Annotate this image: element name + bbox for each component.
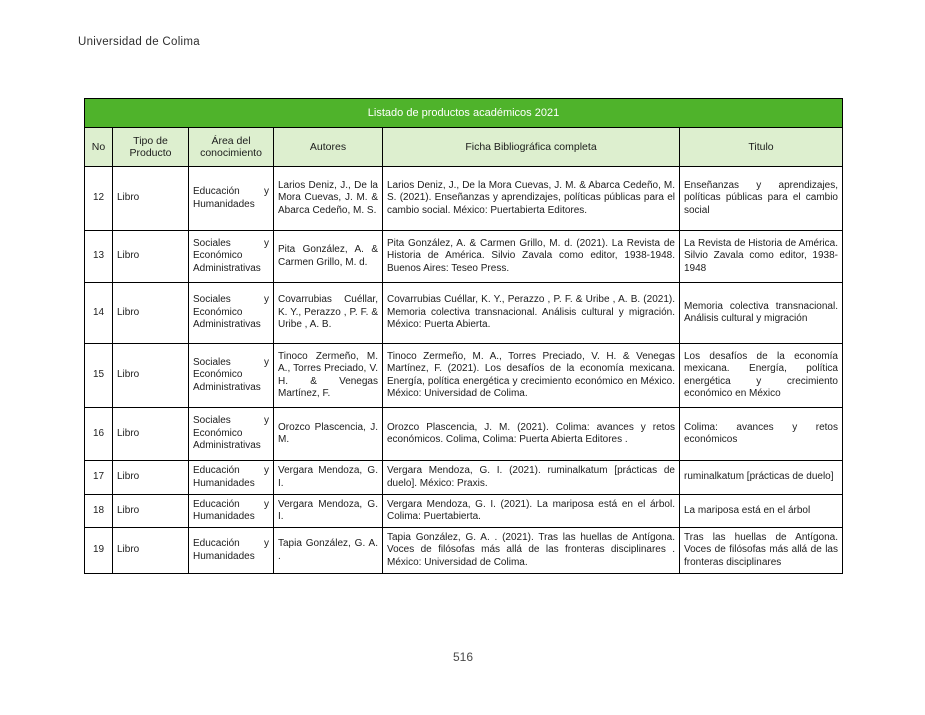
cell-area-conocimiento: Sociales y Económico Administrativas xyxy=(189,344,274,408)
cell-titulo: La Revista de Historia de América. Silvio Zavala como editor, 1938-1948 xyxy=(680,231,843,283)
column-header-autores: Autores xyxy=(274,128,383,167)
cell-tipo-producto: Libro xyxy=(113,408,189,461)
table-title-row xyxy=(85,99,843,128)
cell-area-conocimiento: Educación y Humanidades xyxy=(189,167,274,231)
column-header-ficha-bibliografica: Ficha Bibliográfica completa xyxy=(383,128,680,167)
cell-autores: Tapia González, G. A. . xyxy=(274,528,383,574)
cell-no: 17 xyxy=(85,461,113,495)
cell-no: 15 xyxy=(85,344,113,408)
products-table xyxy=(84,98,843,574)
cell-no: 19 xyxy=(85,528,113,574)
column-header-tipo-de-producto: Tipo de Producto xyxy=(113,128,189,167)
cell-area-conocimiento: Sociales y Económico Administrativas xyxy=(189,231,274,283)
cell-autores: Vergara Mendoza, G. I. xyxy=(274,495,383,528)
cell-titulo: Los desafíos de la economía mexicana. Energía, política energética y crecimiento económico en México xyxy=(680,344,843,408)
table-row xyxy=(85,408,843,461)
cell-autores: Tinoco Zermeño, M. A., Torres Preciado, V. H. & Venegas Martínez, F. xyxy=(274,344,383,408)
cell-ficha-bibliografica: Vergara Mendoza, G. I. (2021). La mariposa está en el árbol. Colima: Puertabierta. xyxy=(383,495,680,528)
cell-no: 12 xyxy=(85,167,113,231)
cell-tipo-producto: Libro xyxy=(113,283,189,344)
page-number: 516 xyxy=(452,650,474,664)
cell-tipo-producto: Libro xyxy=(113,167,189,231)
cell-ficha-bibliografica: Vergara Mendoza, G. I. (2021). ruminalkatum [prácticas de duelo]. México: Praxis. xyxy=(383,461,680,495)
cell-autores: Pita González, A. & Carmen Grillo, M. d. xyxy=(274,231,383,283)
cell-ficha-bibliografica: Covarrubias Cuéllar, K. Y., Perazzo , P. F. & Uribe , A. B. (2021). Memoria colectiva transnacional. Análisis cultural y migración. México: Puerta Abierta. xyxy=(383,283,680,344)
cell-area-conocimiento: Educación y Humanidades xyxy=(189,528,274,574)
cell-titulo: ruminalkatum [prácticas de duelo] xyxy=(680,461,843,495)
cell-area-conocimiento: Sociales y Económico Administrativas xyxy=(189,283,274,344)
cell-no: 14 xyxy=(85,283,113,344)
cell-ficha-bibliografica: Orozco Plascencia, J. M. (2021). Colima: avances y retos económicos. Colima, Colima: Puerta Abierta Editores . xyxy=(383,408,680,461)
table-row xyxy=(85,231,843,283)
cell-tipo-producto: Libro xyxy=(113,231,189,283)
table-title: Listado de productos académicos 2021 xyxy=(85,99,843,128)
table-row xyxy=(85,461,843,495)
cell-tipo-producto: Libro xyxy=(113,495,189,528)
cell-titulo: Memoria colectiva transnacional. Análisis cultural y migración xyxy=(680,283,843,344)
cell-ficha-bibliografica: Tinoco Zermeño, M. A., Torres Preciado, V. H. & Venegas Martínez, F. (2021). Los desafíos de la economía mexicana. Energía, política energética y crecimiento económico en México. México: Universidad de Colima. xyxy=(383,344,680,408)
column-header-no: No xyxy=(85,128,113,167)
cell-tipo-producto: Libro xyxy=(113,461,189,495)
cell-titulo: Enseñanzas y aprendizajes, políticas públicas para el cambio social xyxy=(680,167,843,231)
column-header-area-del-conocimiento: Área del conocimiento xyxy=(189,128,274,167)
cell-no: 18 xyxy=(85,495,113,528)
cell-area-conocimiento: Educación y Humanidades xyxy=(189,495,274,528)
table-header-row xyxy=(85,128,843,167)
cell-area-conocimiento: Educación y Humanidades xyxy=(189,461,274,495)
table-row xyxy=(85,495,843,528)
cell-ficha-bibliografica: Larios Deniz, J., De la Mora Cuevas, J. M. & Abarca Cedeño, M. S. (2021). Enseñanzas y aprendizajes, políticas públicas para el cambio social. México: Puertabierta Editores. xyxy=(383,167,680,231)
cell-area-conocimiento: Sociales y Económico Administrativas xyxy=(189,408,274,461)
table-body xyxy=(85,167,843,574)
cell-autores: Larios Deniz, J., De la Mora Cuevas, J. M. & Abarca Cedeño, M. S. xyxy=(274,167,383,231)
cell-tipo-producto: Libro xyxy=(113,528,189,574)
table-row xyxy=(85,528,843,574)
cell-titulo: La mariposa está en el árbol xyxy=(680,495,843,528)
cell-autores: Orozco Plascencia, J. M. xyxy=(274,408,383,461)
cell-titulo: Colima: avances y retos económicos xyxy=(680,408,843,461)
cell-no: 13 xyxy=(85,231,113,283)
cell-ficha-bibliografica: Pita González, A. & Carmen Grillo, M. d. (2021). La Revista de Historia de América. Silvio Zavala como editor, 1938-1948. Buenos Aires: Teseo Press. xyxy=(383,231,680,283)
column-header-titulo: Titulo xyxy=(680,128,843,167)
table-row xyxy=(85,344,843,408)
cell-autores: Vergara Mendoza, G. I. xyxy=(274,461,383,495)
cell-autores: Covarrubias Cuéllar, K. Y., Perazzo , P. F. & Uribe , A. B. xyxy=(274,283,383,344)
table-row xyxy=(85,167,843,231)
document-header: Universidad de Colima xyxy=(78,36,200,48)
cell-titulo: Tras las huellas de Antígona. Voces de filósofas más allá de las fronteras disciplinares xyxy=(680,528,843,574)
cell-no: 16 xyxy=(85,408,113,461)
cell-ficha-bibliografica: Tapia González, G. A. . (2021). Tras las huellas de Antígona. Voces de filósofas más allá de las fronteras disciplinares . México: Universidad de Colima. xyxy=(383,528,680,574)
cell-tipo-producto: Libro xyxy=(113,344,189,408)
table-row xyxy=(85,283,843,344)
